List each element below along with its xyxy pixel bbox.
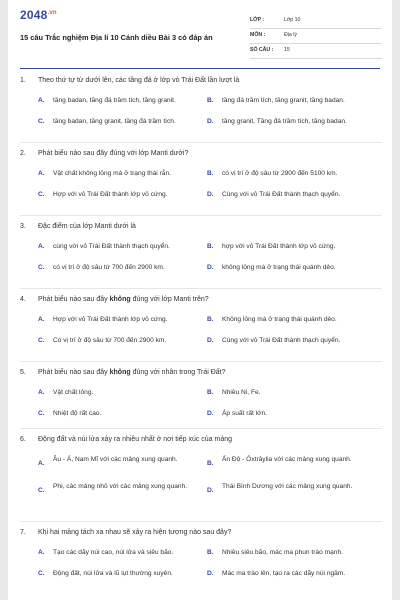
page-header [8,0,392,68]
option-text: Vật chất không lỏng mà ở trạng thái rắn. [53,170,171,177]
answer-option[interactable] [38,548,190,557]
option-letter: C. [38,191,45,198]
question-text [20,295,382,304]
option-text: Cùng với vỏ Trái Đất thành thạch quyển. [222,191,341,198]
option-letter: B. [207,243,214,250]
option-text: Thái Bình Dương với các mảng xung quanh. [222,483,353,490]
answer-option[interactable] [207,482,359,494]
option-letter: D. [207,337,214,344]
answer-option[interactable] [207,569,359,578]
option-letter: B. [207,170,214,177]
option-letter: C. [38,410,45,417]
option-letter: C. [38,570,45,577]
answer-option[interactable] [38,482,190,494]
question-text [20,435,382,444]
option-letter: B. [207,389,214,396]
meta-row-class [250,14,382,29]
answer-option[interactable] [38,117,190,126]
answer-option[interactable] [38,388,190,397]
option-letter: C. [38,264,45,271]
answer-option[interactable] [38,169,190,178]
question-text [20,528,382,537]
option-letter: A. [38,97,45,104]
question-text-content: Phát biểu nào sau đây đúng với lớp Manti dưới? [38,150,189,157]
option-text: Không lỏng mà ở trạng thái quánh dẻo. [222,316,337,323]
question-separator [20,361,382,362]
question-item [20,528,382,577]
answer-option[interactable] [207,169,359,178]
question-number: 6. [20,436,26,443]
question-item [20,149,382,198]
question-number: 2. [20,150,26,157]
quiz-page [8,0,392,600]
option-text: Phi, các mảng nhỏ với các mảng xung quanh. [53,483,188,490]
logo-text: 2048 [20,8,48,22]
option-letter: C. [38,337,45,344]
site-logo[interactable] [20,8,57,22]
question-text-content: Khi hai mảng tách xa nhau sẽ xảy ra hiện tượng nào sau đây? [38,529,232,536]
option-text: Cùng với vỏ Trái Đất thành thạch quyển. [222,337,341,344]
page-title: 15 câu Trắc nghiệm Địa lí 10 Cánh diều Bài 3 có đáp án [20,33,213,42]
question-item [20,76,382,125]
option-text: Mác ma trào lên, tạo ra các dãy núi ngầm. [222,570,346,577]
answer-option[interactable] [38,190,190,199]
emphasis-word: không [109,296,131,303]
option-text: có vị trí ở độ sâu từ 2900 đến 5100 km. [222,170,338,177]
option-text: Hợp với vỏ Trái Đất thành lớp vỏ cứng. [53,316,168,323]
question-separator [20,428,382,429]
option-letter: D. [207,264,214,271]
question-item [20,222,382,271]
question-item [20,368,382,417]
question-text [20,368,382,377]
answer-option[interactable] [207,388,359,397]
option-text: Tạo các dãy núi cao, núi lửa và siêu bão. [53,549,174,556]
option-text: Âu - Á, Nam Mĩ với các mảng xung quanh. [53,456,178,463]
answer-option[interactable] [38,315,190,324]
answer-option[interactable] [207,336,359,345]
option-letter: A. [38,170,45,177]
option-text: cùng với vỏ Trái Đất thành thạch quyển. [53,243,170,250]
option-text: có vị trí ở độ sâu từ 700 đến 2900 km. [53,264,165,271]
option-text: Nhiều siêu bão, mác ma phun trào mạnh. [222,549,343,556]
meta-table [250,14,382,59]
question-separator [20,215,382,216]
emphasis-word: không [109,369,131,376]
answer-option[interactable] [207,455,359,467]
option-letter: A. [38,389,45,396]
question-item [20,435,382,494]
option-text: tầng badan, tầng granit, tầng đá trầm tích. [53,118,176,125]
logo-suffix: .vn [47,10,57,16]
question-number: 1. [20,77,26,84]
option-letter: B. [207,460,214,467]
question-text-part: đúng với lớp Manti trên? [130,296,209,303]
answer-option[interactable] [38,242,190,251]
answer-option[interactable] [38,455,190,467]
question-item [20,295,382,344]
question-text-content: Đặc điểm của lớp Manti dưới là [38,223,136,230]
option-text: Động đất, núi lửa và lũ lụt thường xuyên. [53,570,173,577]
answer-option[interactable] [207,242,359,251]
option-letter: D. [207,410,214,417]
option-text: Nhiệt độ rất cao. [53,410,102,417]
option-letter: C. [38,118,45,125]
option-letter: C. [38,487,45,494]
option-text: hợp với vỏ Trái Đất thành lớp vỏ cứng. [222,243,336,250]
answer-option[interactable] [207,548,359,557]
answer-option[interactable] [38,336,190,345]
question-text-content: Động đất và núi lửa xảy ra nhiều nhất ở nơi tiếp xúc của mảng [38,436,233,443]
meta-label: LỚP : [250,17,265,23]
meta-label: MÔN : [250,32,266,38]
option-letter: D. [207,570,214,577]
question-text-part: Phát biểu nào sau đây [38,369,110,376]
question-number: 5. [20,369,26,376]
meta-value: Địa lý [284,32,297,38]
answer-option[interactable] [207,315,359,324]
question-number: 4. [20,296,26,303]
question-text [20,222,382,231]
option-letter: B. [207,549,214,556]
option-text: không lỏng mà ở trạng thái quánh dẻo. [222,264,336,271]
option-text: tầng đá trầm tích, tầng granit, tầng badan. [222,97,345,104]
option-letter: D. [207,191,214,198]
option-text: Nhiều Ni, Fe. [222,389,261,396]
question-number: 3. [20,223,26,230]
question-separator [20,288,382,289]
question-text-part: đúng với nhân trong Trái Đất? [130,369,226,376]
answer-option[interactable] [207,190,359,199]
option-letter: B. [207,316,214,323]
question-text-content: Theo thứ tự từ dưới lên, các tầng đá ở lớp vỏ Trái Đất lần lượt là [38,77,240,84]
option-text: Hợp với vỏ Trái Đất thành lớp vỏ cứng. [53,191,168,198]
meta-row-count [250,44,382,59]
meta-label: SỐ CÂU : [250,47,274,53]
answer-option[interactable] [38,96,190,105]
meta-value: 15 [284,47,290,53]
option-text: Áp suất rất lớn. [222,410,268,417]
answer-option[interactable] [38,409,190,418]
answer-option[interactable] [207,96,359,105]
question-text [20,149,382,158]
answer-option[interactable] [38,263,190,272]
option-text: Có vị trí ở độ sâu từ 700 đến 2900 km. [53,337,167,344]
meta-value: Lớp 10 [284,17,301,23]
question-text [20,76,382,85]
option-letter: D. [207,487,214,494]
question-text-part: Phát biểu nào sau đây [38,296,110,303]
option-text: tầng granit, Tầng đá trầm tích, tầng badan. [222,118,347,125]
option-letter: A. [38,243,45,250]
answer-option[interactable] [38,569,190,578]
header-divider [20,68,380,69]
question-separator [20,142,382,143]
answer-option[interactable] [207,117,359,126]
option-letter: A. [38,549,45,556]
answer-option[interactable] [207,409,359,418]
option-text: tầng badan, tầng đá trầm tích, tầng granit. [53,97,176,104]
answer-option[interactable] [207,263,359,272]
option-letter: B. [207,97,214,104]
option-letter: A. [38,316,45,323]
option-letter: D. [207,118,214,125]
question-number: 7. [20,529,26,536]
question-separator [20,521,382,522]
option-text: Ấn Độ - Ôxtrâylia với các mảng xung quanh. [222,456,352,463]
option-text: Vật chất lỏng. [53,389,94,396]
meta-row-subject [250,29,382,44]
option-letter: A. [38,460,45,467]
